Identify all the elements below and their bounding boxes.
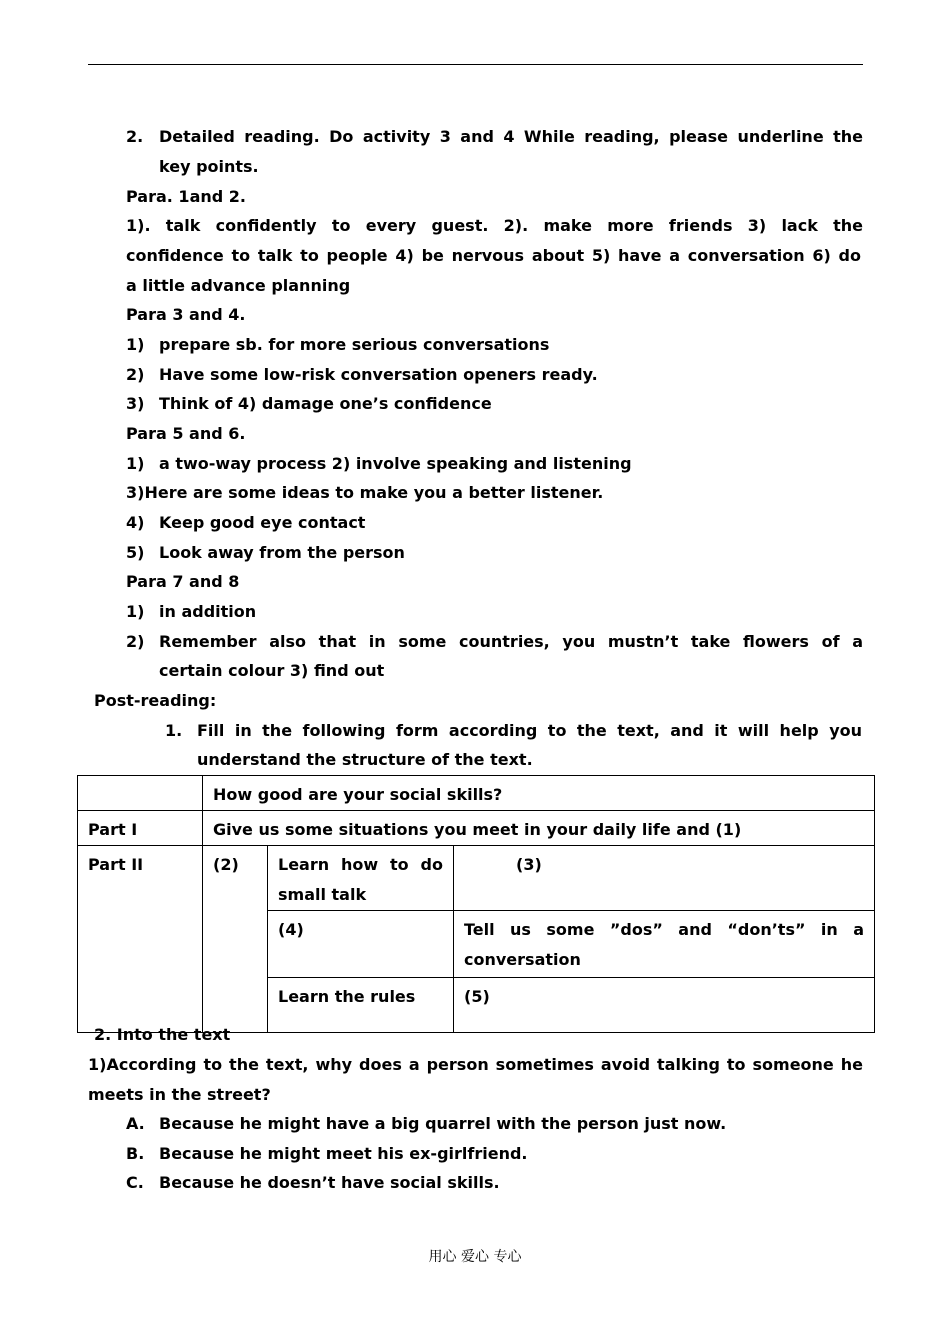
- list-item: certain colour 3) find out: [159, 661, 385, 680]
- paragraph-line: key points.: [159, 157, 259, 176]
- option-text: Because he might have a big quarrel with the person just now.: [159, 1114, 727, 1133]
- section-heading: Para 3 and 4.: [126, 305, 246, 324]
- blank-cell: (3): [454, 846, 875, 911]
- section-heading: Para 5 and 6.: [126, 424, 246, 443]
- option-letter: C.: [126, 1173, 144, 1192]
- form-title: How good are your social skills?: [203, 776, 875, 811]
- paragraph-line: 1). talk confidently to every guest. 2). make more friends 3) lack the: [126, 216, 863, 235]
- part-label: Part I: [78, 811, 203, 846]
- list-item: prepare sb. for more serious conversations: [159, 335, 550, 354]
- empty-cell: [78, 776, 203, 811]
- paragraph-line: a little advance planning: [126, 276, 351, 295]
- list-number: 1): [126, 602, 145, 621]
- option-text: Because he might meet his ex-girlfriend.: [159, 1144, 528, 1163]
- paragraph-line: Detailed reading. Do activity 3 and 4 While reading, please underline the: [159, 127, 863, 146]
- list-number: 3): [126, 394, 145, 413]
- list-item: 3)Here are some ideas to make you a better listener.: [126, 483, 604, 502]
- option-text: Because he doesn’t have social skills.: [159, 1173, 500, 1192]
- question-line: meets in the street?: [88, 1085, 271, 1104]
- list-item: Keep good eye contact: [159, 513, 366, 532]
- paragraph-line: understand the structure of the text.: [197, 750, 533, 769]
- list-item: Think of 4) damage one’s confidence: [159, 394, 492, 413]
- structure-form-table: [77, 775, 875, 1033]
- form-cell: Tell us some ”dos” and “don’ts” in a conversation: [454, 911, 875, 978]
- list-item: a two-way process 2) involve speaking and listening: [159, 454, 632, 473]
- blank-cell: (2): [203, 846, 268, 1033]
- header-rule: [88, 64, 863, 65]
- list-number: 4): [126, 513, 145, 532]
- form-cell: Learn how to do small talk: [268, 846, 454, 911]
- paragraph-line: confidence to talk to people 4) be nervous about 5) have a conversation 6) do: [126, 246, 861, 265]
- list-item: Look away from the person: [159, 543, 405, 562]
- section-heading: Para. 1and 2.: [126, 187, 246, 206]
- list-item: Have some low-risk conversation openers ready.: [159, 365, 598, 384]
- page-footer: 用心 爱心 专心: [428, 1249, 522, 1265]
- list-number: 2): [126, 365, 145, 384]
- section-heading: 2. Into the text: [94, 1025, 231, 1044]
- section-heading: Post-reading:: [94, 691, 217, 710]
- list-item: Remember also that in some countries, you mustn’t take flowers of a: [159, 632, 863, 651]
- list-number: 1): [126, 454, 145, 473]
- question-line: 1)According to the text, why does a person sometimes avoid talking to someone he: [88, 1055, 863, 1074]
- part-label: Part II: [78, 846, 203, 1033]
- item-number: 2.: [126, 127, 144, 146]
- list-item: in addition: [159, 602, 257, 621]
- form-cell: Give us some situations you meet in your daily life and (1): [203, 811, 875, 846]
- blank-cell: (5): [454, 978, 875, 1033]
- paragraph-line: Fill in the following form according to the text, and it will help you: [197, 721, 862, 740]
- list-number: 5): [126, 543, 145, 562]
- item-number: 1.: [165, 721, 183, 740]
- list-number: 2): [126, 632, 145, 651]
- list-number: 1): [126, 335, 145, 354]
- option-letter: A.: [126, 1114, 145, 1133]
- option-letter: B.: [126, 1144, 145, 1163]
- section-heading: Para 7 and 8: [126, 572, 240, 591]
- form-cell: Learn the rules: [268, 978, 454, 1033]
- blank-cell: (4): [268, 911, 454, 978]
